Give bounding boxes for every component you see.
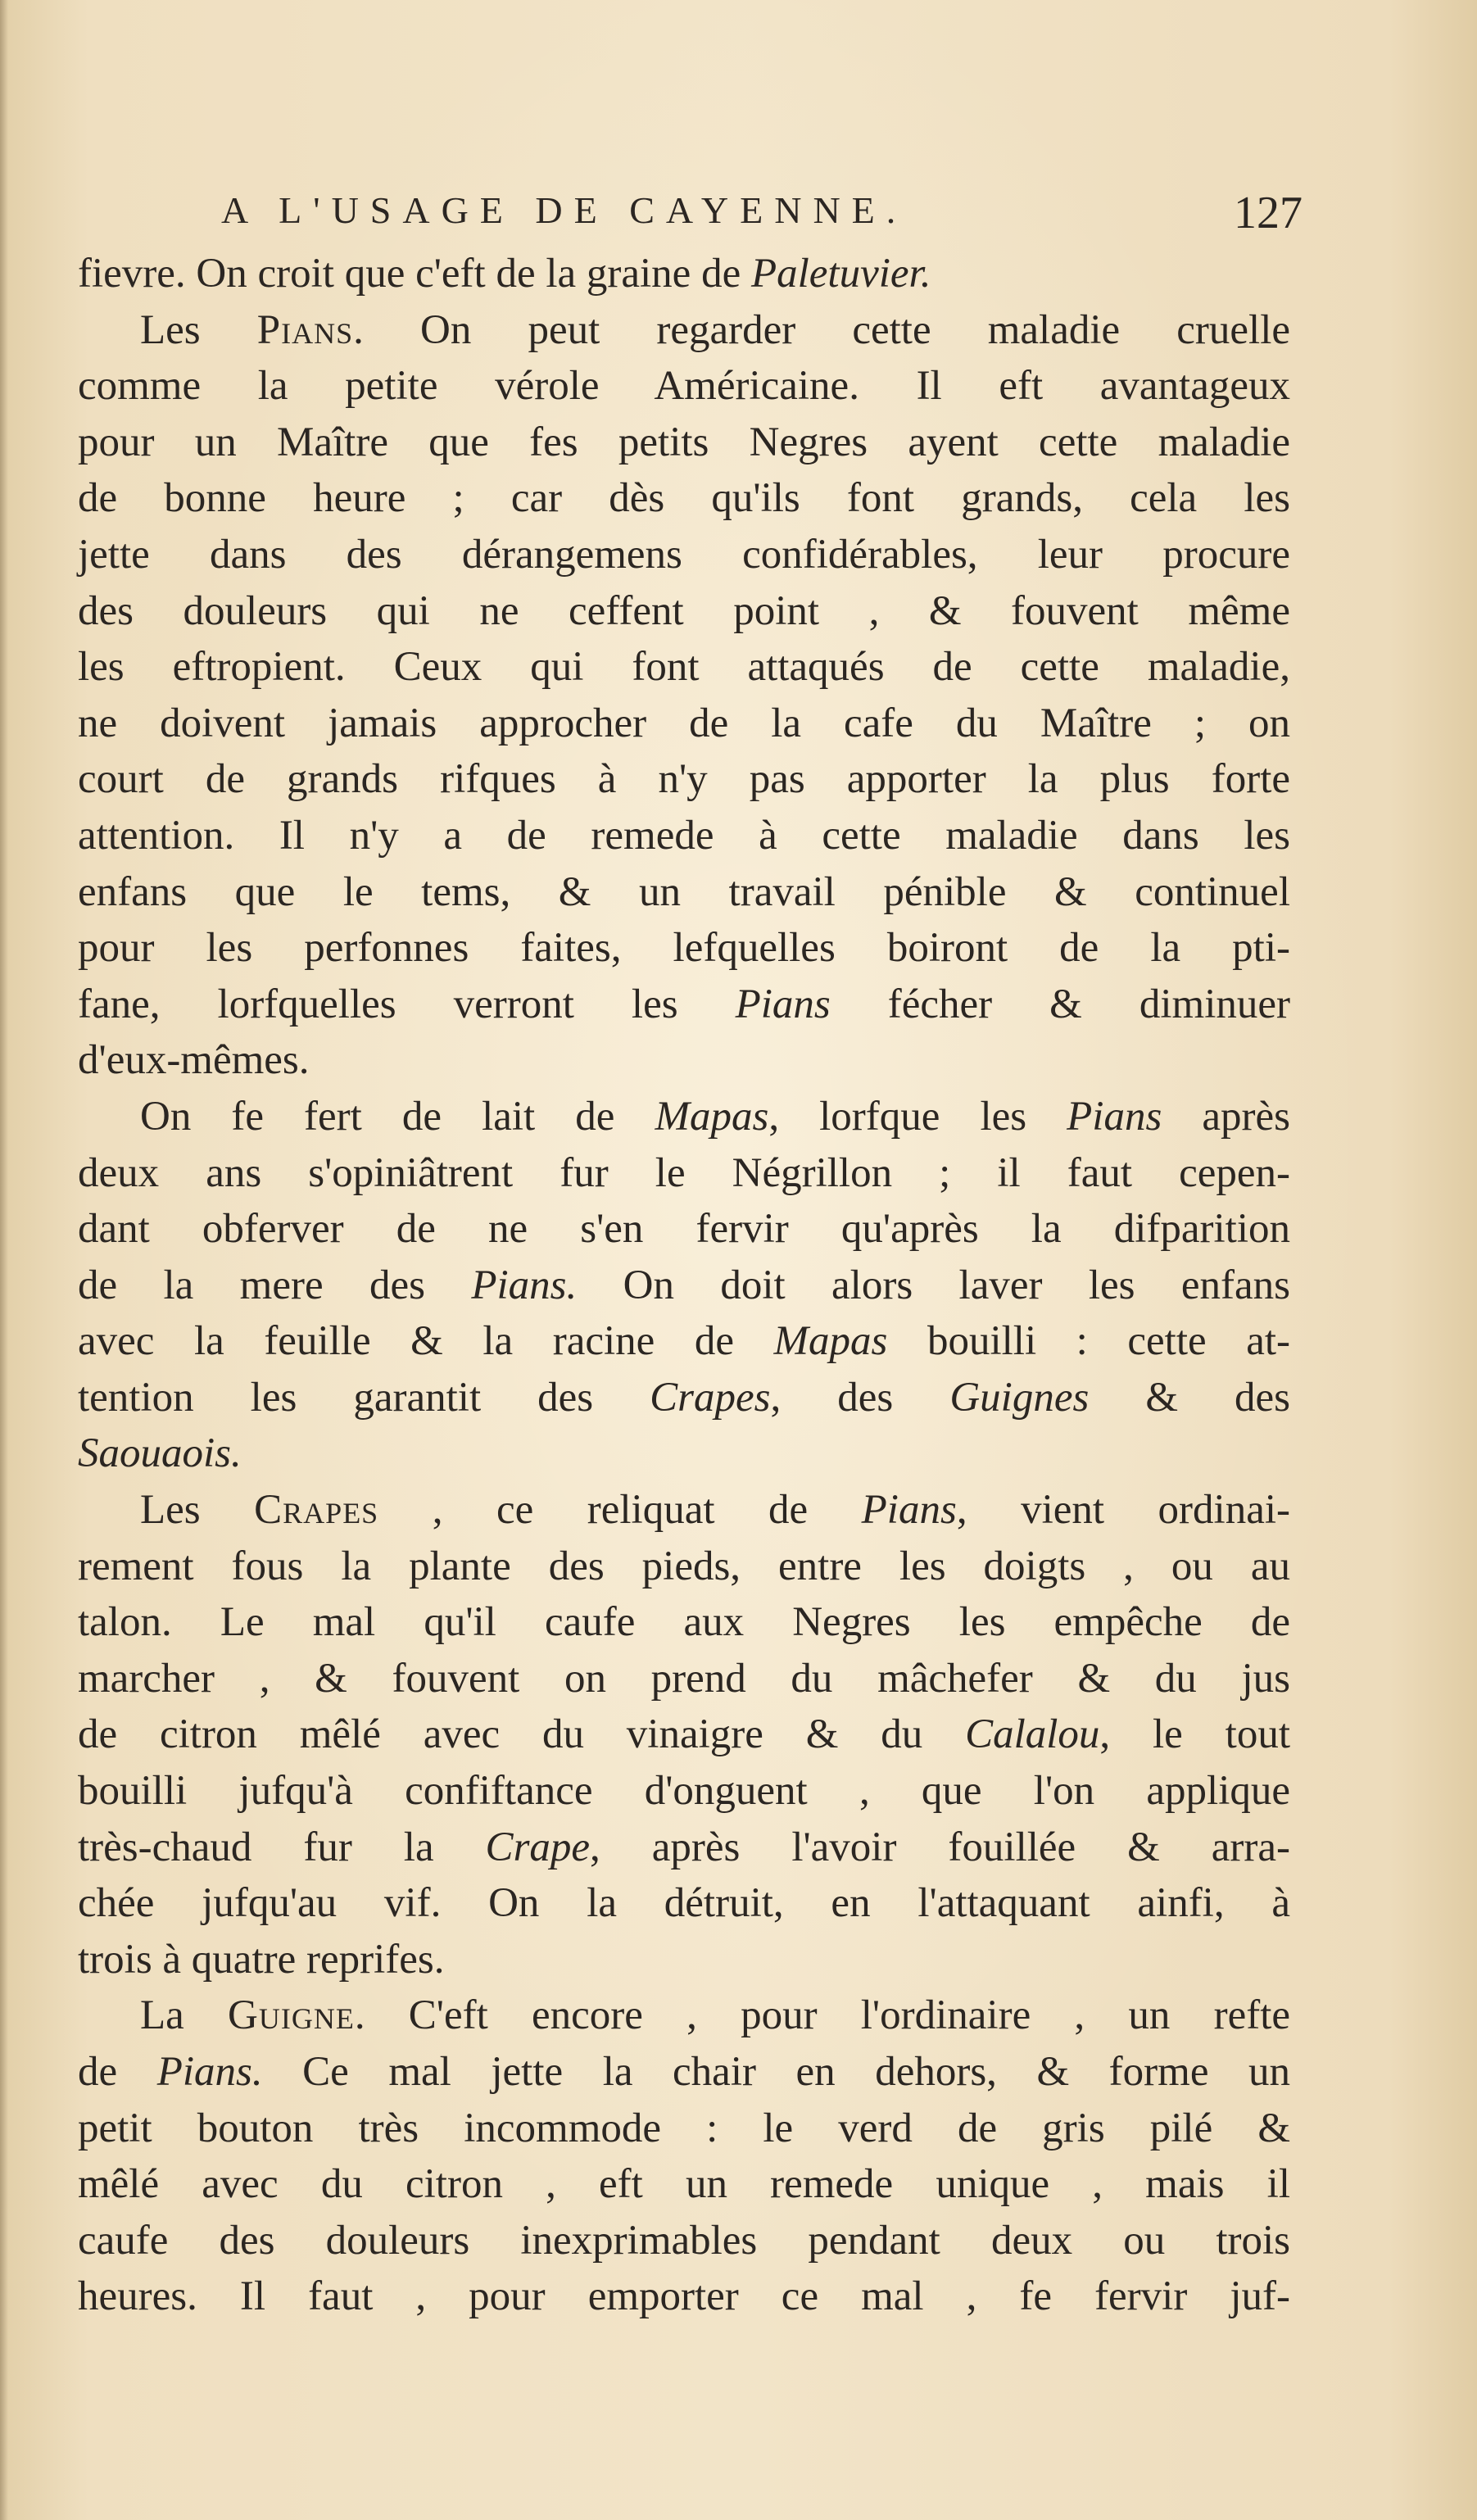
text-line <box>78 751 1290 808</box>
text-run: chée jufqu'au vif. On la détruit, en l'attaquant ainfi, à <box>78 1880 1290 1927</box>
page-edge-shadow <box>0 0 8 2520</box>
text-run: les eftropient. Ceux qui font attaqués de cette maladie, <box>78 644 1290 691</box>
text-line <box>78 639 1290 696</box>
text-run: des douleurs qui ne ceffent point , & fouvent même <box>78 587 1290 634</box>
text-line <box>78 2044 1290 2101</box>
text-line <box>78 2268 1290 2325</box>
text-line <box>78 1987 1290 2044</box>
text-line <box>78 1820 1290 1876</box>
text-line <box>78 1875 1290 1932</box>
running-head-title: A L'USAGE DE CAYENNE. <box>221 189 908 231</box>
italic-term: Paletuvier. <box>750 251 931 297</box>
text-run: On fe fert de lait de <box>140 1093 655 1140</box>
text-line <box>78 1539 1290 1595</box>
italic-term: Pians <box>1067 1093 1162 1140</box>
text-line <box>78 1089 1290 1145</box>
text-line <box>78 246 1290 302</box>
text-run: très-chaud fur la <box>78 1824 486 1870</box>
text-line <box>78 2213 1290 2269</box>
text-run: pour les perfonnes faites, lefquelles boiront de la pti- <box>78 925 1290 972</box>
text-run: comme la petite vérole Américaine. Il eft avantageux <box>78 363 1290 410</box>
text-run: Les <box>140 306 257 353</box>
text-run: heures. Il faut , pour emporter ce mal , fe fervir juf- <box>78 2273 1290 2320</box>
text-line <box>78 1145 1290 1202</box>
text-run: Ce mal jette la chair en dehors, & forme un <box>262 2049 1290 2095</box>
text-run: dant obferver de ne s'en fervir qu'après la difparition <box>78 1206 1290 1253</box>
text-line <box>78 1313 1290 1370</box>
text-run: , le tout <box>1099 1711 1290 1758</box>
text-run: fievre. On croit que c'eft de la graine de <box>78 251 751 297</box>
text-run: pour un Maître que fes petits Negres ayent cette maladie <box>78 419 1290 465</box>
text-run: On doit alors laver les enfans <box>577 1262 1290 1308</box>
text-run: ne doivent jamais approcher de la cafe du Maître ; on <box>78 700 1290 746</box>
italic-term: Crape <box>485 1824 591 1870</box>
text-run: bouilli : cette at- <box>887 1318 1290 1365</box>
text-run: Les <box>140 1487 255 1534</box>
text-run: attention. Il n'y a de remede à cette maladie dans les <box>78 812 1290 859</box>
text-line <box>78 302 1290 359</box>
text-line <box>78 1932 1290 1988</box>
text-run: fane, lorfquelles verront les <box>78 981 736 1027</box>
text-line <box>78 2101 1290 2157</box>
text-line <box>78 977 1290 1033</box>
text-run: après <box>1162 1093 1290 1140</box>
text-run: avec la feuille & la racine de <box>78 1318 774 1365</box>
text-run: petit bouton très incommode : le verd de gris pilé & <box>78 2105 1290 2151</box>
text-run: fécher & diminuer <box>830 981 1290 1027</box>
text-run: court de grands rifques à n'y pas apporter la plus forte <box>78 756 1290 803</box>
text-line <box>78 808 1290 864</box>
text-run: d'eux-mêmes. <box>78 1037 310 1084</box>
text-line <box>78 358 1290 415</box>
text-run: jette dans des dérangemens confidérables, leur procure <box>78 531 1290 578</box>
small-caps-term: Guigne <box>228 1992 355 2039</box>
italic-term: Pians. <box>471 1262 578 1308</box>
text-run: de bonne heure ; car dès qu'ils font grands, cela les <box>78 475 1290 522</box>
text-line <box>78 1032 1290 1089</box>
text-line <box>78 1706 1290 1763</box>
text-line <box>78 920 1290 977</box>
italic-term: Crapes <box>650 1374 771 1421</box>
text-run: de citron mêlé avec du vinaigre & du <box>78 1711 966 1758</box>
italic-term: Guignes <box>949 1374 1090 1421</box>
text-line <box>78 1482 1290 1539</box>
running-head <box>90 180 1303 254</box>
text-run: de la mere des <box>78 1262 472 1308</box>
italic-term: Pians. <box>156 2049 263 2095</box>
text-line <box>78 415 1290 471</box>
text-run: La <box>140 1992 229 2039</box>
text-run: talon. Le mal qu'il caufe aux Negres les empêche de <box>78 1599 1290 1646</box>
text-line <box>78 583 1290 640</box>
small-caps-term: Pians <box>256 306 354 353</box>
text-line <box>78 1370 1290 1426</box>
small-caps-term: Crapes <box>254 1487 379 1534</box>
italic-term: Mapas <box>655 1093 769 1140</box>
text-line <box>78 1594 1290 1651</box>
page-number: 127 <box>1234 188 1303 238</box>
text-line <box>78 1763 1290 1820</box>
text-run: , après l'avoir fouillée & arra- <box>590 1824 1290 1870</box>
text-run: , vient ordinai- <box>956 1487 1290 1534</box>
text-run: , ce reliquat de <box>378 1487 862 1534</box>
text-run: . C'eft encore , pour l'ordinaire , un refte <box>354 1992 1291 2039</box>
text-line <box>78 1258 1290 1314</box>
text-run: , lorfque les <box>768 1093 1067 1140</box>
text-line <box>78 696 1290 752</box>
italic-term: Mapas <box>773 1318 888 1365</box>
body-text <box>78 246 1290 2325</box>
text-run: enfans que le tems, & un travail pénible & continuel <box>78 868 1290 915</box>
text-run: tention les garantit des <box>78 1374 650 1421</box>
text-line <box>78 470 1290 527</box>
text-run: trois à quatre reprifes. <box>78 1936 445 1983</box>
italic-term: Pians <box>735 981 831 1027</box>
italic-term: Saouaois. <box>78 1430 242 1477</box>
text-line <box>78 1201 1290 1258</box>
text-run: deux ans s'opiniâtrent fur le Négrillon ; il faut cepen- <box>78 1149 1290 1196</box>
italic-term: Calalou <box>965 1711 1100 1758</box>
text-run: mêlé avec du citron , eft un remede unique , mais il <box>78 2161 1290 2208</box>
text-run: marcher , & fouvent on prend du mâchefer & du jus <box>78 1655 1290 1702</box>
text-line <box>78 864 1290 921</box>
italic-term: Pians <box>861 1487 957 1534</box>
text-run: . On peut regarder cette maladie cruelle <box>353 306 1291 353</box>
text-run: de <box>78 2049 157 2095</box>
text-line <box>78 1425 1290 1482</box>
text-line <box>78 527 1290 583</box>
text-line <box>78 2156 1290 2213</box>
text-run: caufe des douleurs inexprimables pendant deux ou trois <box>78 2217 1290 2264</box>
text-run: bouilli jufqu'à confiftance d'onguent , que l'on applique <box>78 1768 1290 1815</box>
text-run: & des <box>1089 1374 1291 1421</box>
text-run: , des <box>770 1374 950 1421</box>
text-run: rement fous la plante des pieds, entre les doigts , ou au <box>78 1543 1290 1589</box>
text-line <box>78 1651 1290 1707</box>
